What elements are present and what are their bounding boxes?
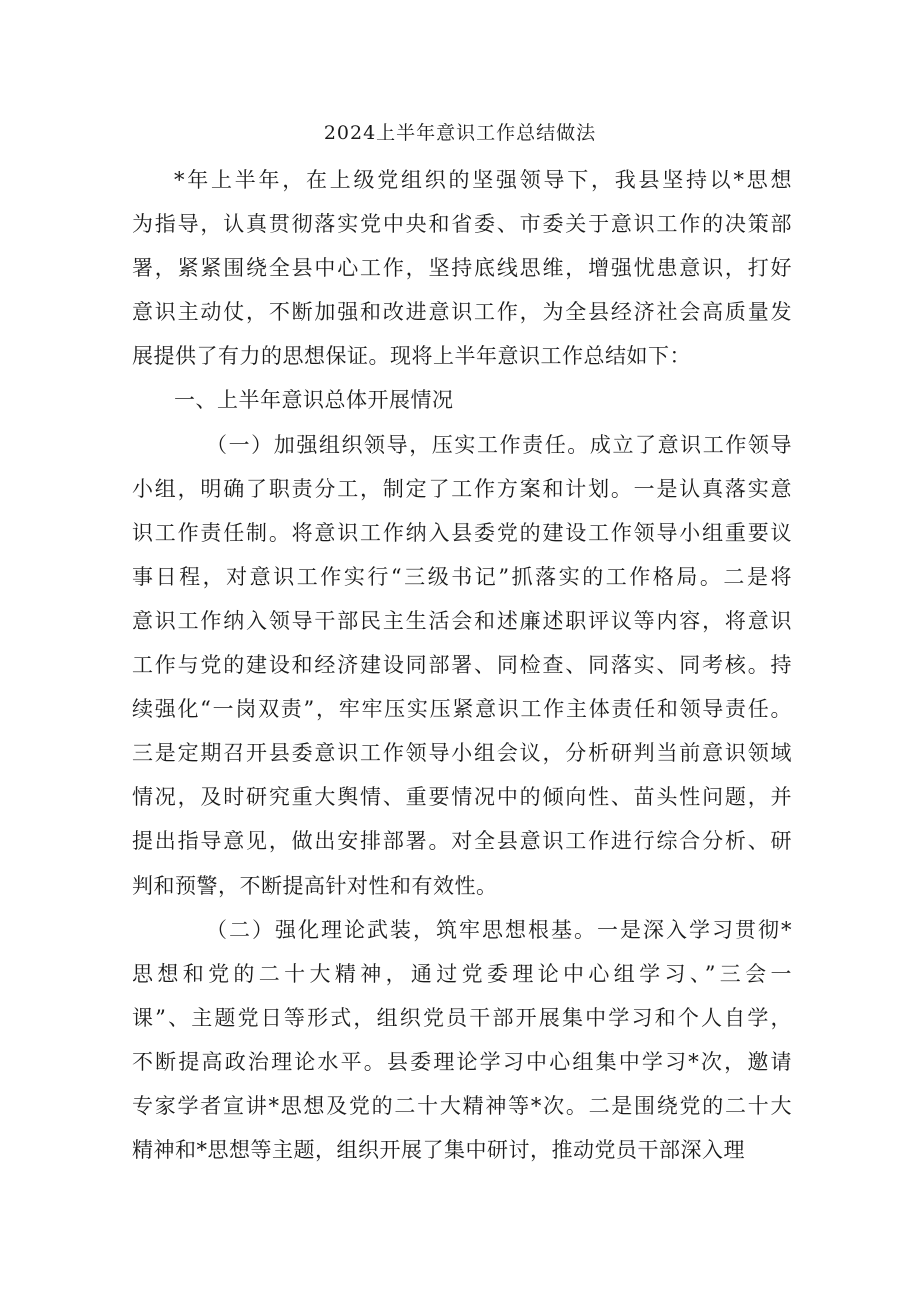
document-body: [132, 158, 792, 1172]
paragraph-line: 识工作责任制。将意识工作纳入县委党的建设工作领导小组重要议: [132, 520, 792, 545]
paragraph-line: 事日程，对意识工作实行“三级书记”抓落实的工作格局。二是将: [132, 564, 792, 589]
paragraph-line: 三是定期召开县委意识工作领导小组会议，分析研判当前意识领域: [132, 741, 792, 766]
paragraph-line: 为指导，认真贯彻落实党中央和省委、市委关于意识工作的决策部: [132, 212, 792, 237]
paragraph-line: *年上半年，在上级党组织的坚强领导下，我县坚持以*思想: [174, 168, 792, 192]
paragraph-line: 课”、主题党日等形式，组织党员干部开展集中学习和个人自学，: [132, 1005, 792, 1030]
paragraph-line: 情况，及时研究重大舆情、重要情况中的倾向性、苗头性问题，并: [132, 785, 792, 810]
paragraph-line: 署，紧紧围绕全县中心工作，坚持底线思维，增强忧患意识，打好: [132, 256, 792, 281]
paragraph-line: 意识主动仗，不断加强和改进意识工作，为全县经济社会高质量发: [132, 300, 792, 325]
paragraph-line: （二）强化理论武装，筑牢思想根基。一是深入学习贯彻*: [206, 917, 792, 942]
document-title: 2024上半年意识工作总结做法: [323, 122, 597, 144]
paragraph-line: 提出指导意见，做出安排部署。对全县意识工作进行综合分析、研: [132, 829, 792, 854]
paragraph-line: 专家学者宣讲*思想及党的二十大精神等*次。二是围绕党的二十大: [132, 1093, 792, 1118]
paragraph-line: 展提供了有力的思想保证。现将上半年意识工作总结如下：: [132, 344, 691, 369]
paragraph-line: 意识工作纳入领导干部民主生活会和述廉述职评议等内容，将意识: [132, 608, 792, 633]
paragraph-line: 不断提高政治理论水平。县委理论学习中心组集中学习*次，邀请: [132, 1049, 792, 1074]
paragraph-line: 工作与党的建设和经济建设同部署、同检查、同落实、同考核。持: [132, 653, 792, 678]
paragraph-line: 思想和党的二十大精神，通过党委理论中心组学习、”三会一: [132, 961, 792, 986]
paragraph: [132, 158, 792, 378]
paragraph-line: 判和预警，不断提高针对性和有效性。: [132, 873, 498, 898]
paragraph-line: 续强化“一岗双责”，牢牢压实压紧意识工作主体责任和领导责任。: [132, 697, 792, 722]
paragraph: [132, 908, 792, 1173]
paragraph-line: （一）加强组织领导，压实工作责任。成立了意识工作领导: [206, 432, 792, 457]
paragraph-line: 精神和*思想等主题，组织开展了集中研讨，推动党员干部深入理: [132, 1138, 745, 1163]
paragraph: [132, 378, 792, 422]
paragraph-line: 小组，明确了职责分工，制定了工作方案和计划。一是认真落实意: [132, 476, 792, 501]
paragraph-line: 一、上半年意识总体开展情况: [174, 388, 454, 413]
paragraph: [132, 423, 792, 908]
